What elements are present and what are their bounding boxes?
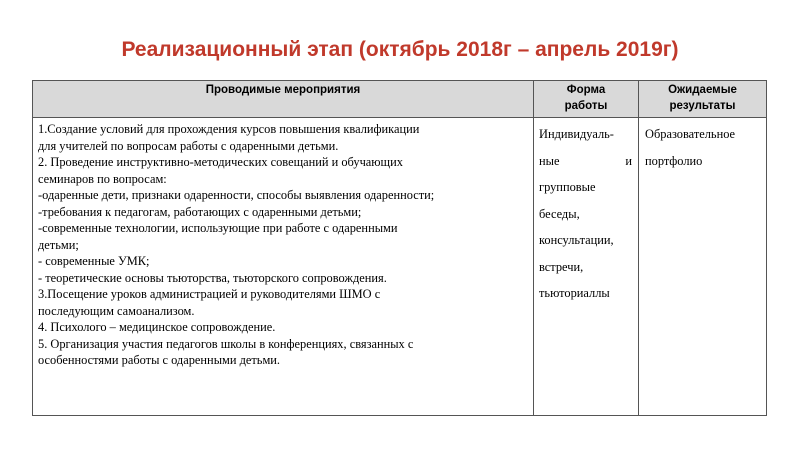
activity-line: для учителей по вопросам работы с одаренными детьми. [38,138,339,153]
results-cell [639,118,767,416]
header-results [639,81,767,118]
header-form-line2: работы [564,100,608,112]
table-header-row [33,81,767,118]
activity-line: -одаренные дети, признаки одаренности, способы выявления одаренности; [38,188,435,202]
activities-cell [33,118,534,416]
result-line: портфолио [645,153,703,168]
form-line: встречи, [539,259,584,274]
activity-line: 4. Психолого – медицинское сопровождение. [38,320,276,334]
form-word: и [625,153,632,168]
slide-title: Реализационный этап (октябрь 2018г – апрель 2019г) [121,38,679,61]
forms-cell [534,118,639,416]
activity-line: 5. Организация участия педагогов школы в конференциях, связанных с [38,336,414,351]
header-activities: Проводимые мероприятия [33,81,534,118]
activity-line: 2. Проведение инструктивно-методических совещаний и обучающих [38,155,403,169]
header-form-line1: Форма [566,84,606,96]
result-line: Образовательное [645,127,736,141]
activity-line: особенностями работы с одаренными детьми. [38,353,281,367]
activity-line: последующим самоанализом. [38,303,195,318]
activity-line: семинаров по вопросам: [38,171,167,186]
header-form [534,81,639,118]
activity-line: детьми; [38,237,79,252]
table-row [33,118,767,416]
form-line: групповые [539,180,596,194]
implementation-table [32,80,767,416]
activity-line: 1.Создание условий для прохождения курсов повышения квалификации [38,122,420,136]
activity-line: 3.Посещение уроков администрацией и руководителями ШМО с [38,287,381,301]
form-line: Индивидуаль- [539,127,614,141]
form-line: консультации, [539,233,614,247]
header-results-line2: результаты [669,100,736,112]
activity-line: -требования к педагогам, работающих с одаренными детьми; [38,204,362,219]
form-line-justified [539,148,632,175]
activity-line: -современные технологии, использующие при работе с одаренными [38,221,398,235]
form-word: ные [539,153,560,168]
activity-line: - теоретические основы тьюторства, тьюторского сопровождения. [38,270,387,285]
activity-line: - современные УМК; [38,254,150,268]
header-results-line1: Ожидаемые [668,84,737,96]
form-line: беседы, [539,206,580,221]
form-line: тьюториаллы [539,286,610,300]
